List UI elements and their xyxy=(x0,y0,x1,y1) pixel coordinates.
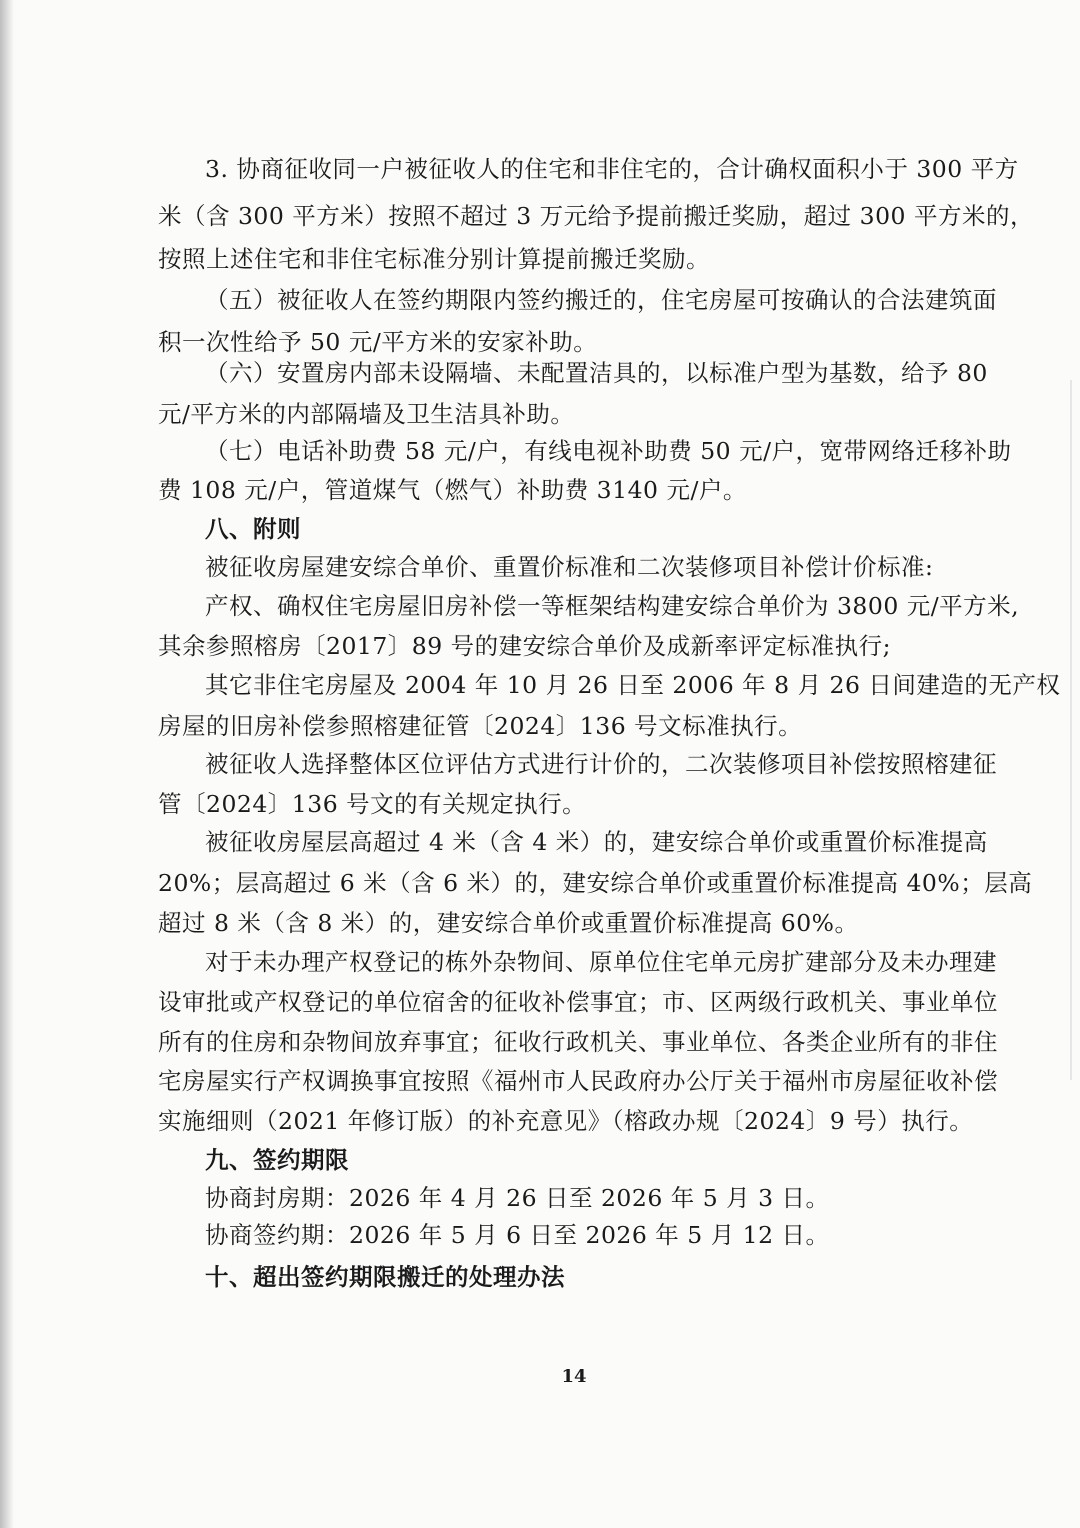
paragraph-line: （五）被征收人在签约期限内签约搬迁的，住宅房屋可按确认的合法建筑面 xyxy=(205,286,997,314)
paragraph-line: 被征收房屋建安综合单价、重置价标准和二次装修项目补偿计价标准: xyxy=(205,553,934,581)
paragraph-line: （六）安置房内部未设隔墙、未配置洁具的，以标准户型为基数，给予 80 xyxy=(205,359,988,387)
section-heading: 八、附则 xyxy=(205,515,301,543)
paragraph-line: 积一次性给予 50 元/平方米的安家补助。 xyxy=(158,328,598,356)
paragraph-line: 20%；层高超过 6 米（含 6 米）的，建安综合单价或重置价标准提高 40%；层高 xyxy=(158,869,1033,897)
paragraph-line: 元/平方米的内部隔墙及卫生洁具补助。 xyxy=(158,400,575,428)
paragraph-line: 协商封房期：2026 年 4 月 26 日至 2026 年 5 月 3 日。 xyxy=(205,1184,830,1212)
paragraph-line: 其它非住宅房屋及 2004 年 10 月 26 日至 2006 年 8 月 26 日间建造的无产权 xyxy=(205,671,1061,699)
paragraph-line: 被征收人选择整体区位评估方式进行计价的，二次装修项目补偿按照榕建征 xyxy=(205,750,997,778)
paragraph-line: 其余参照榕房〔2017〕89 号的建安综合单价及成新率评定标准执行; xyxy=(158,632,892,660)
scan-edge-line xyxy=(1070,380,1072,1080)
section-heading: 十、超出签约期限搬迁的处理办法 xyxy=(205,1263,565,1291)
paragraph-line: 超过 8 米（含 8 米）的，建安综合单价或重置价标准提高 60%。 xyxy=(158,909,859,937)
paragraph-line: 按照上述住宅和非住宅标准分别计算提前搬迁奖励。 xyxy=(158,245,710,273)
paragraph-line: 米（含 300 平方米）按照不超过 3 万元给予提前搬迁奖励，超过 300 平方米的， xyxy=(158,202,1034,230)
paragraph-line: （七）电话补助费 58 元/户，有线电视补助费 50 元/户，宽带网络迁移补助 xyxy=(205,437,1012,465)
page-number: 14 xyxy=(561,1366,587,1387)
paragraph-line: 对于未办理产权登记的栋外杂物间、原单位住宅单元房扩建部分及未办理建 xyxy=(205,948,997,976)
scan-edge-shadow xyxy=(0,0,14,1528)
paragraph-line: 设审批或产权登记的单位宿舍的征收补偿事宜；市、区两级行政机关、事业单位 xyxy=(158,988,998,1016)
paragraph-line: 管〔2024〕136 号文的有关规定执行。 xyxy=(158,790,587,818)
paragraph-line: 被征收房屋层高超过 4 米（含 4 米）的，建安综合单价或重置价标准提高 xyxy=(205,828,988,856)
paragraph-line: 所有的住房和杂物间放弃事宜；征收行政机关、事业单位、各类企业所有的非住 xyxy=(158,1028,998,1056)
paragraph-line: 房屋的旧房补偿参照榕建征管〔2024〕136 号文标准执行。 xyxy=(158,712,803,740)
paragraph-line: 实施细则（2021 年修订版）的补充意见》（榕政办规〔2024〕9 号）执行。 xyxy=(158,1107,974,1135)
paragraph-line: 费 108 元/户，管道煤气（燃气）补助费 3140 元/户。 xyxy=(158,476,747,504)
paragraph-line: 宅房屋实行产权调换事宜按照《福州市人民政府办公厅关于福州市房屋征收补偿 xyxy=(158,1067,998,1095)
paragraph-line: 产权、确权住宅房屋旧房补偿一等框架结构建安综合单价为 3800 元/平方米, xyxy=(205,592,1020,620)
paragraph-line: 协商签约期：2026 年 5 月 6 日至 2026 年 5 月 12 日。 xyxy=(205,1221,830,1249)
section-heading: 九、签约期限 xyxy=(205,1146,349,1174)
paragraph-line: 3. 协商征收同一户被征收人的住宅和非住宅的，合计确权面积小于 300 平方 xyxy=(205,155,1019,183)
